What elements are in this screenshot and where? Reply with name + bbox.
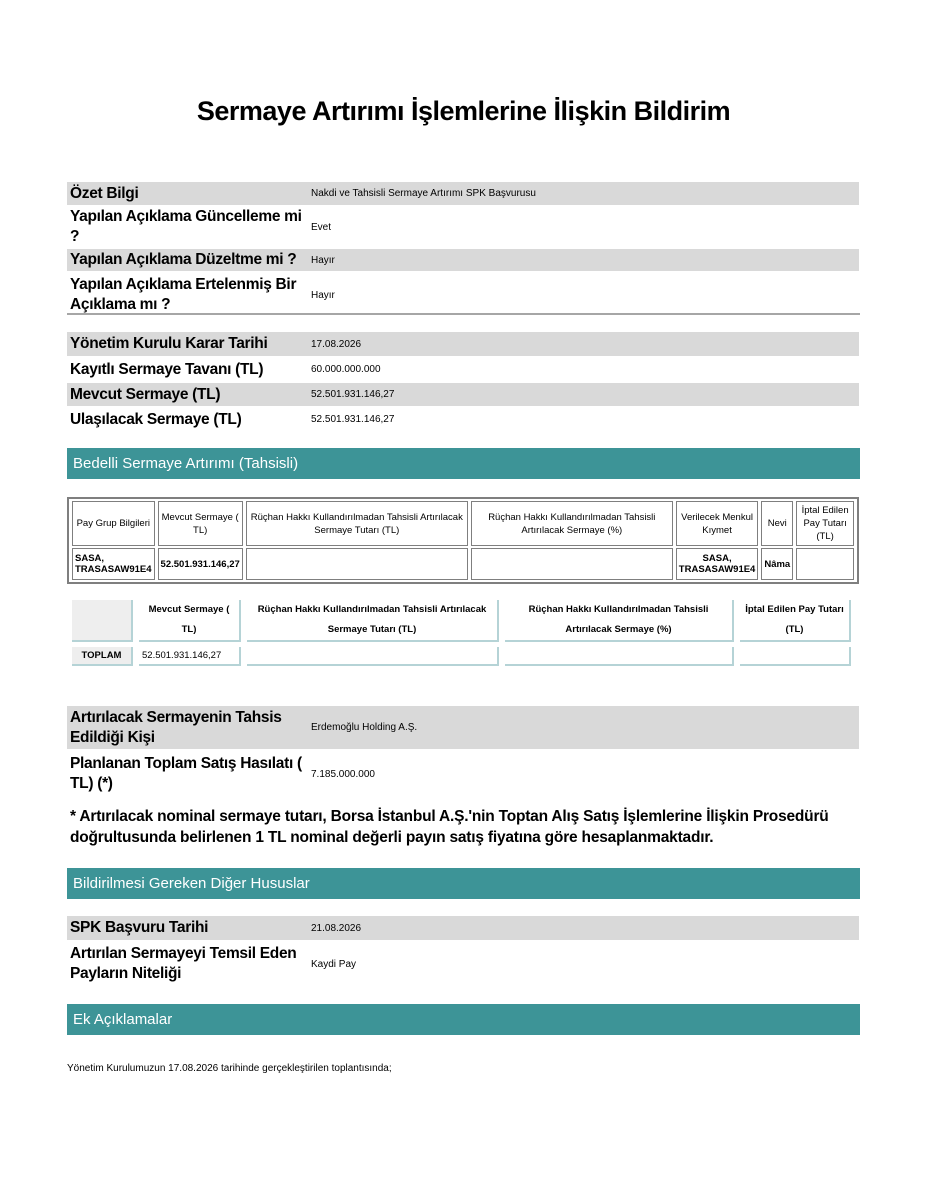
deferred-value: Hayır [306,272,859,318]
allocation-table [67,706,859,799]
table-cell: SASA, TRASASAW91E4 [72,548,155,580]
target-cap-label: Ulaşılacak Sermaye (TL) [67,407,306,432]
table-cell [740,647,851,666]
summary-table [67,182,859,319]
share-type-value: Kaydi Pay [306,941,859,987]
col-header [72,600,133,642]
col-header: İptal Edilen Pay Tutarı (TL) [740,600,851,642]
page-title: Sermaye Artırımı İşlemlerine İlişkin Bildirim [196,96,731,126]
spk-date-value: 21.08.2026 [306,916,859,941]
spk-date-label: SPK Başvuru Tarihi [67,916,306,941]
table-cell: 52.501.931.146,27 [139,647,241,666]
correction-label: Yapılan Açıklama Düzeltme mi ? [67,248,306,272]
col-header: Mevcut Sermaye ( TL) [158,501,243,546]
board-date-label: Yönetim Kurulu Karar Tarihi [67,332,306,357]
other-table [67,916,859,988]
summary-value: Nakdi ve Tahsisli Sermaye Artırımı SPK Başvurusu [306,182,859,206]
table-cell: 52.501.931.146,27 [158,548,243,580]
col-header: Pay Grup Bilgileri [72,501,155,546]
target-cap-value: 52.501.931.146,27 [306,407,859,432]
ek-text: Yönetim Kurulumuzun 17.08.2026 tarihinde gerçekleştirilen toplantısında; [67,1063,392,1074]
table-cell [246,548,468,580]
registered-cap-label: Kayıtlı Sermaye Tavanı (TL) [67,357,306,382]
section-header-bedelli: Bedelli Sermaye Artırımı (Tahsisli) [67,448,860,479]
allottee-value: Erdemoğlu Holding A.Ş. [306,706,859,750]
col-header: Nevi [761,501,793,546]
table-cell [505,647,734,666]
col-header: Rüçhan Hakkı Kullandırılmadan Tahsisli Artırılacak Sermaye (%) [505,600,734,642]
current-cap-label: Mevcut Sermaye (TL) [67,382,306,407]
share-group-table [67,497,859,584]
col-header: Verilecek Menkul Kıymet [676,501,759,546]
total-label: TOPLAM [72,647,133,666]
divider [67,313,860,315]
col-header: Rüçhan Hakkı Kullandırılmadan Tahsisli Artırılacak Sermaye Tutarı (TL) [246,501,468,546]
board-date-value: 17.08.2026 [306,332,859,357]
table-cell: Nâma [761,548,793,580]
table-cell [247,647,499,666]
col-header: Mevcut Sermaye ( TL) [139,600,241,642]
table-cell: SASA, TRASASAW91E4 [676,548,759,580]
table-cell [796,548,854,580]
proceeds-label: Planlanan Toplam Satış Hasılatı ( TL) (*) [67,750,306,798]
col-header: İptal Edilen Pay Tutarı (TL) [796,501,854,546]
col-header: Rüçhan Hakkı Kullandırılmadan Tahsisli Artırılacak Sermaye (%) [471,501,673,546]
allottee-label: Artırılacak Sermayenin Tahsis Edildiği Kişi [67,706,306,750]
section-header-other: Bildirilmesi Gereken Diğer Hususlar [67,868,860,899]
capital-table [67,332,859,433]
footnote: * Artırılacak nominal sermaye tutarı, Borsa İstanbul A.Ş.'nin Toptan Alış Satış İşlemlerine İlişkin Prosedürü doğrultusunda belirlenen 1 TL nominal değerli payın satış fiyatına göre hesaplanmaktadır. [70,808,829,846]
table-cell [471,548,673,580]
col-header: Rüçhan Hakkı Kullandırılmadan Tahsisli Artırılacak Sermaye Tutarı (TL) [247,600,499,642]
registered-cap-value: 60.000.000.000 [306,357,859,382]
share-type-label: Artırılan Sermayeyi Temsil Eden Payların Niteliği [67,941,306,987]
section-header-ek: Ek Açıklamalar [67,1004,860,1035]
update-label: Yapılan Açıklama Güncelleme mi ? [67,206,306,248]
proceeds-value: 7.185.000.000 [306,750,859,798]
correction-value: Hayır [306,248,859,272]
current-cap-value: 52.501.931.146,27 [306,382,859,407]
deferred-label: Yapılan Açıklama Ertelenmiş Bir Açıklama mı ? [67,272,306,318]
update-value: Evet [306,206,859,248]
summary-label: Özet Bilgi [67,182,306,206]
total-table [66,595,857,671]
